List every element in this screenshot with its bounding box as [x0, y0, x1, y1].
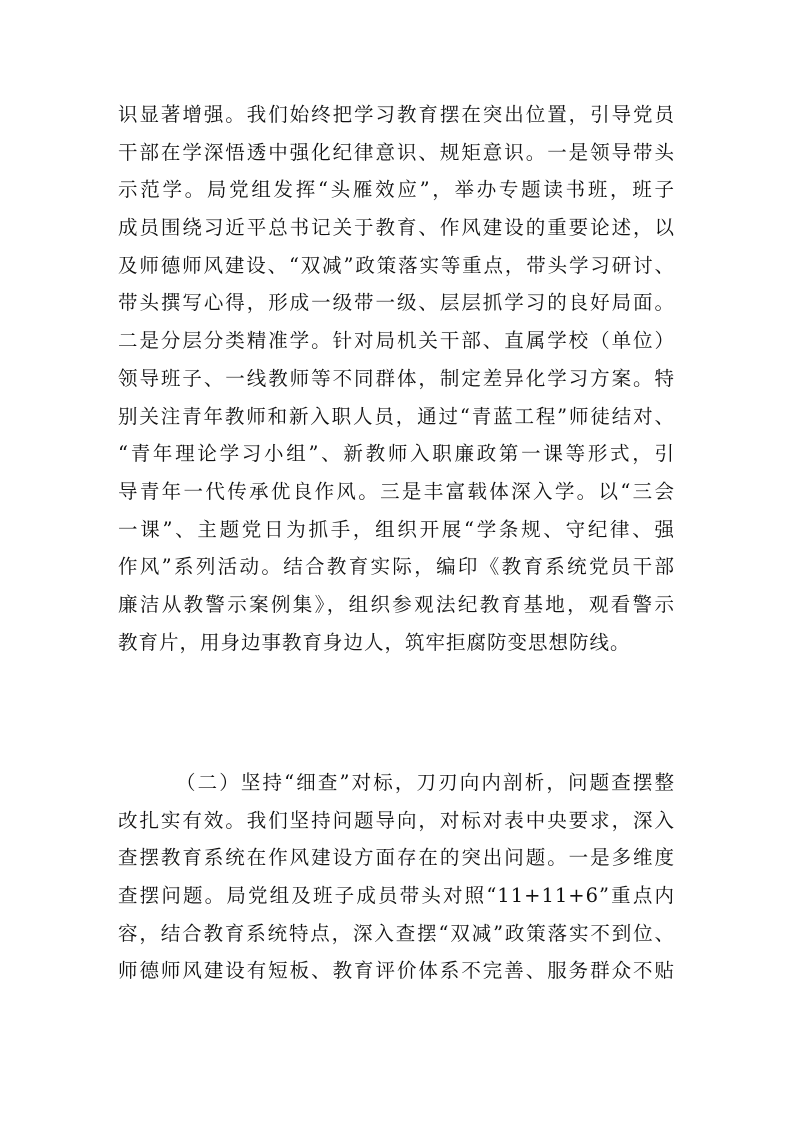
paragraph-2-line-6: 师德师风建设有短板、教育评价体系不完善、服务群众不贴 [118, 959, 675, 983]
paragraph-1-line-12: 一课”、主题党日为抓手，组织开展“学条规、守纪律、强 [118, 517, 675, 541]
paragraph-1-line-13: 作风”系列活动。结合教育实际，编印《教育系统党员干部 [118, 555, 675, 579]
paragraph-1-line-11: 导青年一代传承优良作风。三是丰富载体深入学。以“三会 [118, 479, 675, 503]
paragraph-1-line-1: 识显著增强。我们始终把学习教育摆在突出位置，引导党员 [118, 103, 675, 126]
paragraph-2-line-3: 查摆教育系统在作风建设方面存在的突出问题。一是多维度 [118, 846, 675, 870]
paragraph-2 [118, 764, 675, 990]
paragraph-1-line-8: 领导班子、一线教师等不同群体，制定差异化学习方案。特 [118, 366, 675, 390]
paragraph-1-line-15: 教育片，用身边事教育身边人，筑牢拒腐防变思想防线。 [118, 630, 631, 654]
paragraph-1-line-14: 廉洁从教警示案例集》，组织参观法纪教育基地，观看警示 [118, 592, 675, 616]
paragraph-2-line-5: 容，结合教育系统特点，深入查摆“双减”政策落实不到位、 [118, 921, 675, 945]
paragraph-1-line-6: 带头撰写心得，形成一级带一级、层层抓学习的良好局面。 [118, 291, 675, 315]
paragraph-2-line-2: 改扎实有效。我们坚持问题导向，对标对表中央要求，深入 [118, 808, 675, 832]
paragraph-1-line-2: 干部在学深悟透中强化纪律意识、规矩意识。一是领导带头 [118, 140, 675, 164]
paragraph-1-line-5: 及师德师风建设、“双减”政策落实等重点，带头学习研讨、 [118, 253, 675, 277]
paragraph-1-line-4: 成员围绕习近平总书记关于教育、作风建设的重要论述，以 [118, 216, 675, 240]
paragraph-1-line-10: “青年理论学习小组”、新教师入职廉政第一课等形式，引 [118, 442, 675, 466]
paragraph-2-line-1: （二）坚持“细查”对标，刀刃向内剖析，问题查摆整 [176, 771, 675, 794]
paragraph-1-line-9: 别关注青年教师和新入职人员，通过“青蓝工程”师徒结对、 [118, 404, 675, 428]
paragraph-1-line-7: 二是分层分类精准学。针对局机关干部、直属学校（单位） [118, 329, 675, 353]
paragraph-2-line-4: 查摆问题。局党组及班子成员带头对照“11+11+6”重点内 [118, 884, 675, 908]
paragraph-1-line-3: 示范学。局党组发挥“头雁效应”，举办专题读书班，班子 [118, 178, 675, 202]
paragraph-1 [118, 96, 675, 661]
